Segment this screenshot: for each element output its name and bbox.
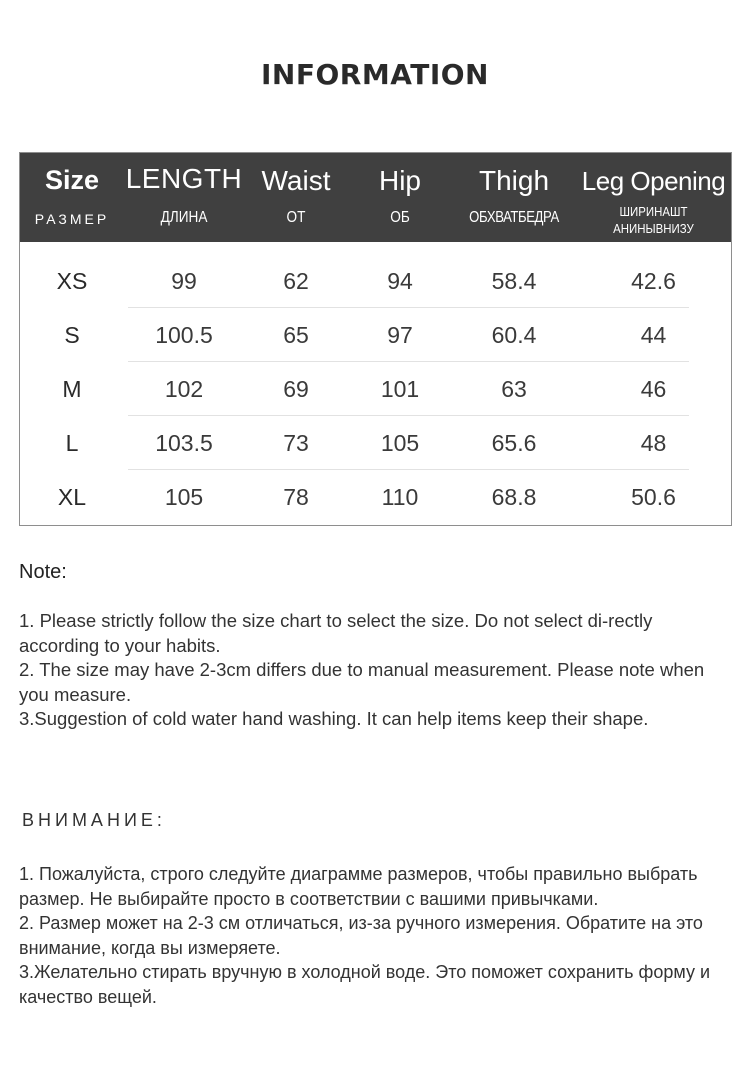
cell-size: XS <box>56 268 88 294</box>
cell-leg-opening: 44 <box>640 322 667 348</box>
table-header <box>20 153 731 242</box>
table-row <box>20 254 731 308</box>
header-thigh-ru: ОБХВАТБЕДРА <box>469 209 559 226</box>
note-title: Note: <box>19 561 67 583</box>
header-leg-opening-en: Leg Opening <box>581 166 726 196</box>
note-section <box>19 561 719 732</box>
header-leg-opening-ru: ШИРИНАШТ АНИНЫВНИЗУ <box>613 204 694 236</box>
cell-thigh: 63 <box>501 376 527 402</box>
header-leg-opening <box>576 153 731 242</box>
cell-leg-opening: 46 <box>640 376 667 402</box>
header-waist-ru: ОТ <box>286 209 306 226</box>
cell-thigh: 58.4 <box>491 268 537 294</box>
header-size <box>20 153 124 242</box>
cell-waist: 78 <box>283 484 309 510</box>
cell-length: 103.5 <box>155 430 213 456</box>
note-item: 1. Please strictly follow the size chart to select the size. Do not select di-rectly according to your habits. <box>19 610 653 656</box>
cell-thigh: 65.6 <box>491 430 537 456</box>
header-thigh-en: Thigh <box>478 165 550 196</box>
cell-hip: 94 <box>387 268 413 294</box>
cell-length: 105 <box>164 484 204 510</box>
cell-length: 99 <box>171 268 197 294</box>
table-row <box>20 416 731 470</box>
note-ru-list <box>19 862 724 1009</box>
page-title: INFORMATION <box>261 58 489 91</box>
header-waist <box>244 153 348 242</box>
cell-leg-opening: 42.6 <box>631 268 676 294</box>
cell-length: 102 <box>164 376 204 402</box>
header-length <box>124 153 244 242</box>
cell-waist: 73 <box>283 430 309 456</box>
size-chart-table <box>19 152 732 526</box>
cell-hip: 97 <box>387 322 413 348</box>
note-item: 3.Suggestion of cold water hand washing. It can help items keep their shape. <box>19 708 649 729</box>
cell-size: M <box>62 376 82 402</box>
cell-leg-opening: 50.6 <box>631 484 676 510</box>
note-ru-item: 3.Желательно стирать вручную в холодной воде. Это поможет сохранить форму и качество вещей. <box>19 962 711 1007</box>
header-hip <box>348 153 452 242</box>
cell-size: L <box>65 430 79 456</box>
header-hip-ru: ОБ <box>390 209 410 226</box>
header-length-ru: ДЛИНА <box>160 209 208 226</box>
cell-leg-opening: 48 <box>640 430 667 456</box>
header-size-ru: РАЗМЕР <box>34 211 110 227</box>
note-ru-section <box>19 810 724 1009</box>
cell-waist: 62 <box>283 268 309 294</box>
header-size-en: Size <box>44 165 100 195</box>
note-ru-item: 2. Размер может на 2-3 см отличаться, из-за ручного измерения. Обратите на это внимание, когда вы измеряете. <box>19 913 703 958</box>
header-waist-en: Waist <box>261 165 331 196</box>
cell-thigh: 60.4 <box>491 322 537 348</box>
table-row <box>20 362 731 416</box>
table-body <box>20 254 731 524</box>
cell-hip: 101 <box>380 376 420 402</box>
cell-size: S <box>64 322 80 348</box>
cell-hip: 105 <box>380 430 420 456</box>
cell-length: 100.5 <box>155 322 213 348</box>
header-length-en: LENGTH <box>125 163 243 194</box>
cell-waist: 69 <box>283 376 309 402</box>
table-row <box>20 308 731 362</box>
note-item: 2. The size may have 2-3cm differs due to manual measurement. Please note when you measure. <box>19 659 705 705</box>
cell-waist: 65 <box>283 322 309 348</box>
cell-hip: 110 <box>381 484 419 510</box>
header-hip-en: Hip <box>378 165 421 196</box>
cell-thigh: 68.8 <box>491 484 537 510</box>
cell-size: XL <box>57 484 87 510</box>
note-ru-title: ВНИМАНИЕ: <box>22 810 166 830</box>
table-row <box>20 470 731 524</box>
header-thigh <box>452 153 576 242</box>
note-ru-item: 1. Пожалуйста, строго следуйте диаграмме размеров, чтобы правильно выбрать размер. Не выбирайте просто в соответствии с вашими привычками. <box>19 864 698 909</box>
note-list <box>19 609 719 732</box>
